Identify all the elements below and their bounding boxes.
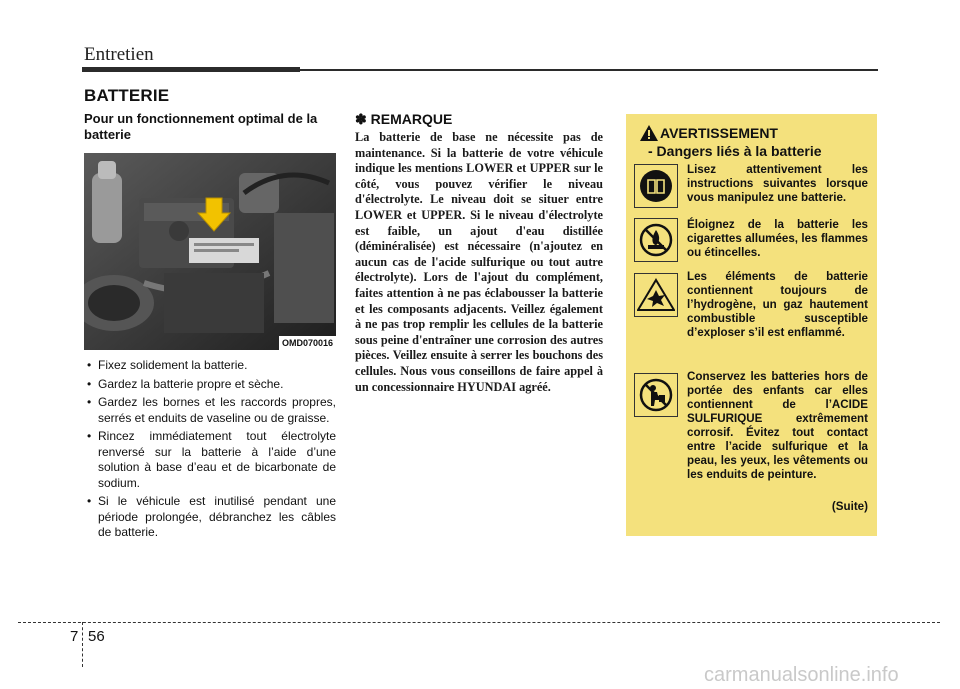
warning-subtitle: - Dangers liés à la batterie — [648, 143, 822, 159]
photo-reference-label: OMD070016 — [279, 336, 336, 350]
battery-heading: Pour un fonctionnement optimal de la batterie — [84, 111, 318, 142]
warning-text-no-flame: Éloignez de la batterie les cigarettes allumées, les flammes ou étincelles. — [687, 218, 868, 259]
chapter-number: 7 — [70, 628, 79, 645]
warning-text-hydrogen: Les éléments de batterie contiennent toujours de l’hydrogène, un gaz hautement combustible susceptible d’exploser s’il est enflammé. — [687, 270, 868, 339]
continued-label: (Suite) — [831, 500, 868, 513]
engine-bay-illustration — [84, 153, 336, 350]
warning-text-acid: Conservez les batteries hors de portée des enfants car elles contiennent de l’ACIDE SULFURIQUE extrêmement corrosif. Évitez tout contact entre l’acide sulfurique et la peau, les yeux, les vêtements ou les enduits de peinture. — [687, 370, 868, 481]
page-number: 56 — [88, 628, 105, 645]
list-item: • Fixez solidement la batterie. — [87, 358, 248, 372]
battery-tips-list — [84, 358, 336, 544]
list-item: • Gardez la batterie propre et sèche. — [87, 376, 284, 391]
remark-body: La batterie de base ne nécessite pas de maintenance. Si la batterie de votre véhicule indique les mentions LOWER et UPPER sur le côté, vous pouvez vérifier le niveau d'électrolyte. Le niveau doit se situer entre LOWER et UPPER. Si le niveau d'électrolyte est faible, un ajout d'eau distillée (déminéralisée) est nécessaire (n'ajoutez en aucun cas de l'acide sulfurique ou tout autre électrolyte). Lors de l'ajout du complément, faites attention à ne pas éclabousser la batterie et les composants adjacents. Veillez également à ne pas trop remplir les cellules de la batterie sous peine d'entraîner une corrosion des autres pièces. Veillez ensuite à serrer les bouchons des cellules. Nous vous conseillons de faire appel à un concessionnaire HYUNDAI agréé. — [355, 130, 603, 394]
header-rule-thick — [82, 67, 300, 72]
list-item: • Gardez les bornes et les raccords propres, serrés et enduits de vaseline ou de graisse. — [87, 395, 336, 425]
header-rule-thin — [300, 69, 878, 71]
engine-bay-photo — [84, 153, 336, 350]
remark-title: ✽ REMARQUE — [355, 111, 453, 127]
list-item: • Si le véhicule est inutilisé pendant une période prolongée, débranchez les câbles de batterie. — [87, 494, 336, 539]
manual-icon — [634, 164, 678, 208]
no-flame-icon — [634, 218, 678, 262]
explosion-icon — [634, 273, 678, 317]
warning-title: AVERTISSEMENT — [660, 125, 778, 141]
watermark: carmanualsonline.info — [704, 664, 899, 686]
keep-away-children-icon — [634, 373, 678, 417]
footer-vertical-divider — [82, 622, 83, 667]
list-item: • Rincez immédiatement tout électrolyte renversé sur la batterie à l’aide d’une solution à base d’eau et de bicarbonate de sodium. — [87, 429, 336, 490]
warning-triangle-icon — [640, 125, 658, 141]
warning-text-read-manual: Lisez attentivement les instructions suivantes lorsque vous manipulez une batterie. — [687, 163, 868, 204]
footer-divider — [18, 622, 940, 623]
section-title: BATTERIE — [84, 86, 170, 105]
chapter-title: Entretien — [84, 44, 154, 65]
